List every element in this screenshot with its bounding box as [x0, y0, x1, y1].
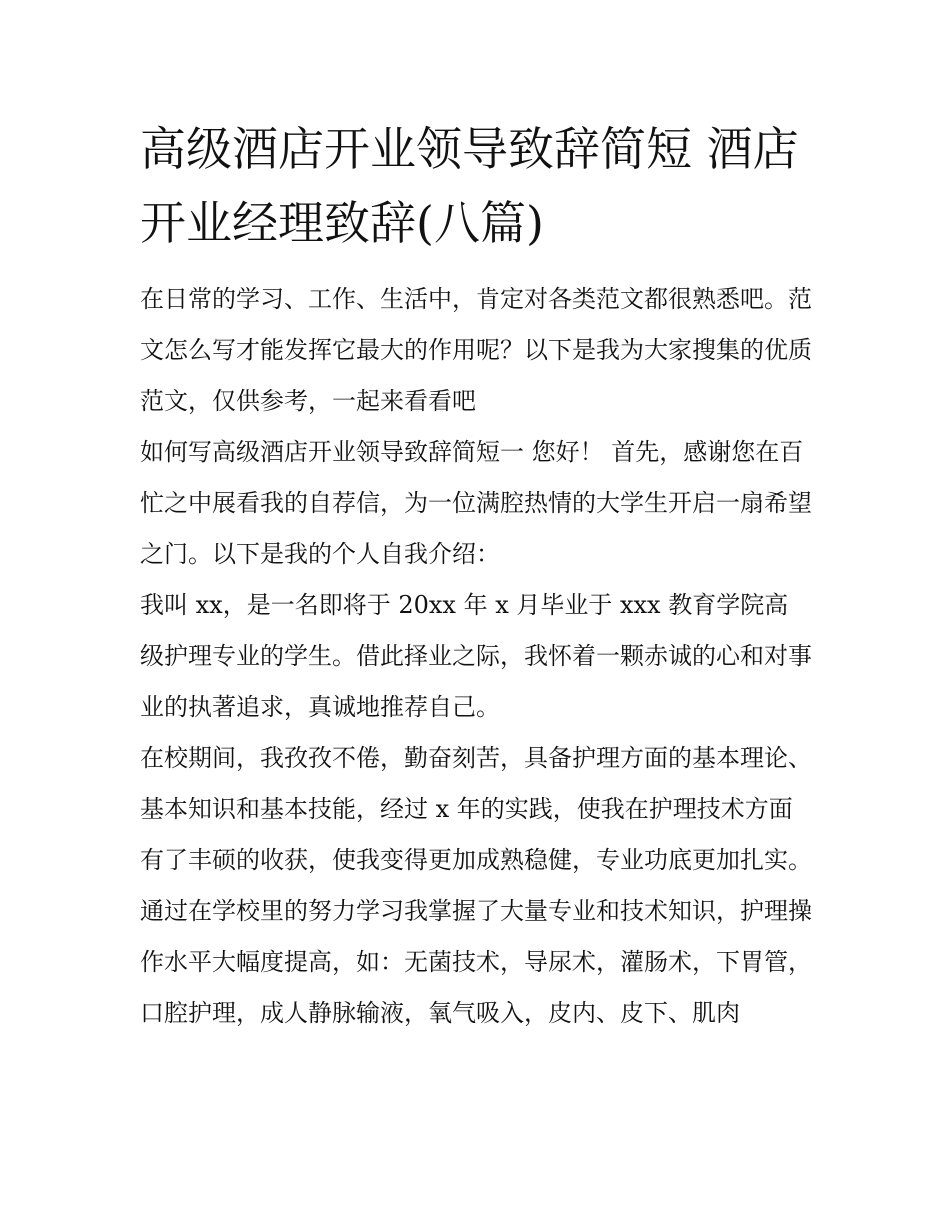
document-content	[140, 112, 812, 1039]
paragraph-skills: 通过在学校里的努力学习我掌握了大量专业和技术知识，护理操作水平大幅度提高，如：无菌技术，导尿术，灌肠术，下胃管，口腔护理，成人静脉输液，氧气吸入，皮内、皮下、肌肉	[140, 897, 812, 1027]
paragraph-intro: 在日常的学习、工作、生活中，肯定对各类范文都很熟悉吧。范文怎么写才能发挥它最大的作用呢？以下是我为大家搜集的优质范文，仅供参考，一起来看看吧	[140, 285, 812, 415]
paragraph-greeting: 如何写高级酒店开业领导致辞简短一 您好！ 首先，感谢您在百忙之中展看我的自荐信，为一位满腔热情的大学生开启一扇希望之门。以下是我的个人自我介绍：	[140, 438, 812, 568]
paragraph-school-study: 在校期间，我孜孜不倦，勤奋刻苦，具备护理方面的基本理论、基本知识和基本技能，经过 x 年的实践，使我在护理技术方面有了丰硕的收获，使我变得更加成熟稳健，专业功底更加扎实。	[140, 744, 812, 874]
document-title: 高级酒店开业领导致辞简短 酒店开业经理致辞(八篇)	[140, 122, 799, 250]
paragraph-self-introduction: 我叫 xx，是一名即将于 20xx 年 x 月毕业于 xxx 教育学院高级护理专业的学生。借此择业之际，我怀着一颗赤诚的心和对事业的执著追求，真诚地推荐自己。	[140, 591, 812, 721]
